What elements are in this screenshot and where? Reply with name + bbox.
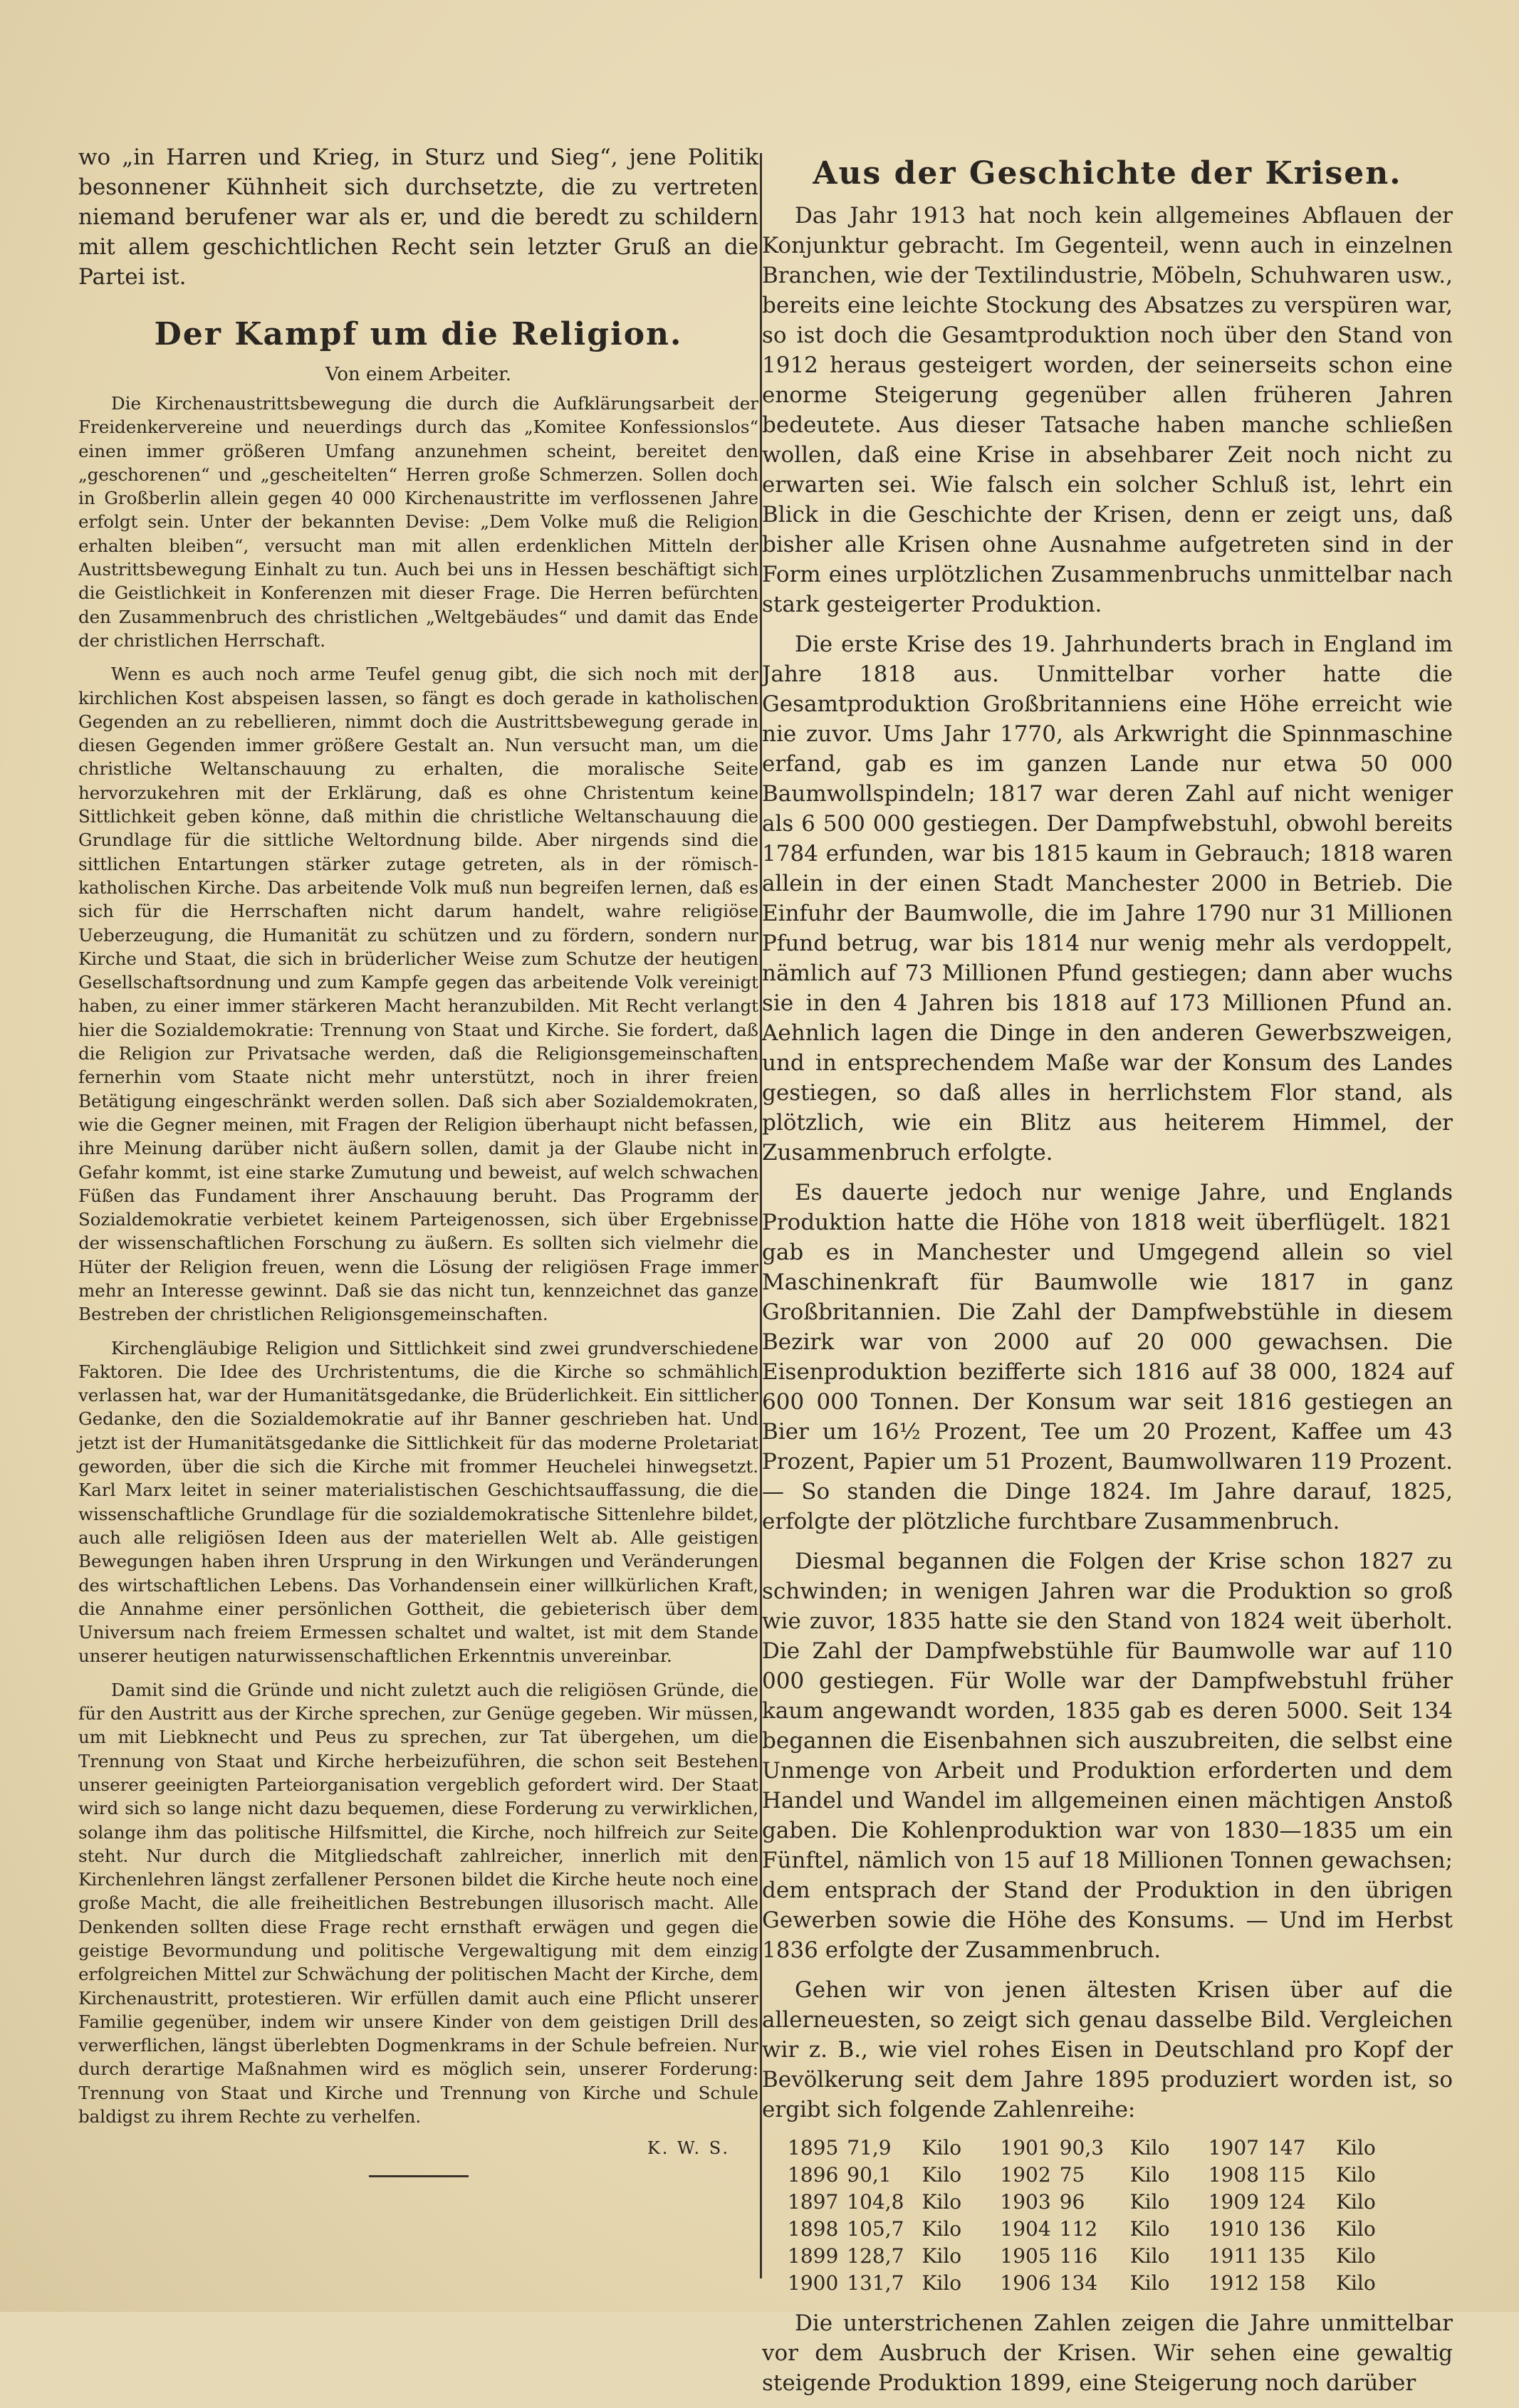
religion-paragraph: Damit sind die Gründe und nicht zuletzt auch die religiösen Gründe, die für den Austritt aus der Kirche sprechen, zur Genüge gegeben. Wir müssen, um mit Liebknecht und Peus zu sprechen, zur Tat übergehen, um die Trennung von Staat und Kirche herbeizuführen, die schon seit Bestehen unserer geeinigten Parteiorganisation vergeblich gefordert wird. Der Staat wird sich so lange nicht dazu bequemen, diese Forderung zu verwirklichen, solange ihm das politische Hilfsmittel, die Kirche, noch hilfreich zur Seite steht. Nur durch die Mitgliedschaft zahlreicher, innerlich mit den Kirchenlehren längst zerfallener Personen bildet die Kirche heute noch eine große Macht, die alle freiheitlichen Bestrebungen illusorisch macht. Alle Denkenden sollten diese Frage recht ernsthaft erwägen und gegen die geistige Bevormundung und politische Vergewaltigung mit dem einzig erfolgreichen Mittel zur Schwächung der politischen Macht der Kirche, dem Kirchenaustritt, protestieren. Wir erfüllen damit auch eine Pflicht unserer Familie gegenüber, indem wir unsere Kinder von dem geistigen Drill des verwerflichen, längst überlebten Dogmenkrams in der Schule befreien. Nur durch derartige Maßnahmen wird es möglich sein, unserer Forderung: Trennung von Staat und Kirche und Trennung von Kirche und Schule baldigst zu ihrem Rechte zu verhelfen. <box>78 1679 758 2127</box>
table-value: 112 <box>1059 2217 1098 2241</box>
table-unit: Kilo <box>922 2163 962 2187</box>
intro-paragraph: wo „in Harren und Krieg, in Sturz und Sieg“, jene Politik besonnener Kühnheit sich durchsetzte, die zu vertreten niemand berufener war als er, und die beredt zu schildern mit allem geschichtlichen Recht sein letzter Gruß an die Partei ist. <box>78 145 758 290</box>
iron-production-table <box>783 2135 1410 2297</box>
table-unit: Kilo <box>922 2271 962 2295</box>
table-year: 1904 <box>1000 2217 1051 2241</box>
table-year: 1898 <box>788 2217 839 2241</box>
table-year: 1903 <box>1000 2190 1051 2214</box>
table-year: 1909 <box>1208 2190 1259 2214</box>
table-value: 90,3 <box>1059 2136 1105 2160</box>
krisen-paragraph: Die erste Krise des 19. Jahrhunderts brach in England im Jahre 1818 aus. Unmittelbar vorher hatte die Gesamtproduktion Großbritanniens eine Höhe erreicht wie nie zuvor. Ums Jahr 1770, als Arkwright die Spinnmaschine erfand, gab es im ganzen Lande nur etwa 50 000 Baumwollspindeln; 1817 war deren Zahl auf nicht weniger als 6 500 000 gestiegen. Der Dampfwebstuhl, obwohl bereits 1784 erfunden, war bis 1815 kaum in Gebrauch; 1818 waren allein in der einen Stadt Manchester 2000 in Betrieb. Die Einfuhr der Baumwolle, die im Jahre 1790 nur 31 Millionen Pfund betrug, war bis 1814 nur wenig mehr als verdoppelt, nämlich auf 73 Millionen Pfund gestiegen; dann aber wuchs sie in den 4 Jahren bis 1818 auf 173 Millionen Pfund an. Aehnlich lagen die Dinge in den anderen Gewerbszweigen, und in entsprechendem Maße war der Konsum des Landes gestiegen, so daß alles in herrlichstem Flor stand, als plötzlich, wie ein Blitz aus heiterem Himmel, der Zusammenbruch erfolgte. <box>762 632 1453 1166</box>
table-unit: Kilo <box>922 2244 962 2268</box>
table-year: 1899 <box>788 2244 839 2268</box>
table-row <box>783 2270 1410 2297</box>
table-row <box>783 2216 1410 2243</box>
article-title-krisen: Aus der Geschichte der Krisen. <box>813 155 1402 192</box>
table-row <box>783 2135 1410 2162</box>
article-byline: Von einem Arbeiter. <box>325 364 512 385</box>
table-unit: Kilo <box>1129 2163 1170 2187</box>
krisen-paragraph: Das Jahr 1913 hat noch kein allgemeines Abflauen der Konjunktur gebracht. Im Gegenteil, wenn auch in einzelnen Branchen, wie der Textilindustrie, Möbeln, Schuhwaren usw., bereits eine leichte Stockung des Absatzes zu verspüren war, so ist doch die Gesamtproduktion noch über den Stand von 1912 heraus gesteigert worden, der seinerseits schon eine enorme Steigerung gegenüber allen früheren Jahren bedeutete. Aus dieser Tatsache haben manche schließen wollen, daß eine Krise in absehbarer Zeit noch nicht zu erwarten sei. Wie falsch ein solcher Schluß ist, lehrt ein Blick in die Geschichte der Krisen, denn er zeigt uns, daß bisher alle Krisen ohne Ausnahme aufgetreten sind in der Form eines urplötzlichen Zusammenbruchs unmittelbar nach stark gesteigerter Produktion. <box>762 203 1453 617</box>
article-title-religion: Der Kampf um die Religion. <box>154 316 683 352</box>
table-year: 1910 <box>1208 2217 1259 2241</box>
end-rule <box>369 2175 469 2177</box>
religion-paragraph: Die Kirchenaustrittsbewegung die durch die Aufklärungsarbeit der Freidenkervereine und neuerdings durch das „Komitee Konfessionslos“ einen immer größeren Umfang anzunehmen scheint, bereitet den „geschorenen“ und „gescheitelten“ Herren große Schmerzen. Sollen doch in Großberlin allein gegen 40 000 Kirchenaustritte im verflossenen Jahre erfolgt sein. Unter der bekannten Devise: „Dem Volke muß die Religion erhalten bleiben“, versucht man mit allen erdenklichen Mitteln der Austrittsbewegung Einhalt zu tun. Auch bei uns in Hessen beschäftigt sich die Geistlichkeit in Konferenzen mit dieser Frage. Die Herren befürchten den Zusammenbruch des christlichen „Weltgebäudes“ und damit das Ende der christlichen Herrschaft. <box>78 393 758 651</box>
table-unit: Kilo <box>1336 2190 1376 2214</box>
table-value: 158 <box>1267 2271 1306 2295</box>
table-value: 116 <box>1059 2244 1098 2268</box>
table-unit: Kilo <box>922 2136 962 2160</box>
table-value: 134 <box>1059 2271 1098 2295</box>
table-year: 1905 <box>1000 2244 1051 2268</box>
religion-paragraph: Kirchengläubige Religion und Sittlichkeit sind zwei grundverschiedene Faktoren. Die Idee des Urchristentums, die die Kirche so schmählich verlassen hat, war der Humanitätsgedanke, die Brüderlichkeit. Ein sittlicher Gedanke, den die Sozialdemokratie auf ihr Banner geschrieben hat. Und jetzt ist der Humanitätsgedanke die Sittlichkeit für das moderne Proletariat geworden, über die sich die Kirche mit frommer Heuchelei hinwegsetzt. Karl Marx leitet in seiner materialistischen Geschichtsauffassung, die die wissenschaftliche Grundlage für die sozialdemokratische Sittenlehre bildet, auch alle religiösen Ideen aus der materiellen Welt ab. Alle geistigen Bewegungen haben ihren Ursprung in den Wirkungen und Veränderungen des wirtschaftlichen Lebens. Das Vorhandensein einer willkürlichen Kraft, die Annahme einer persönlichen Gottheit, die gebieterisch über dem Universum nach freiem Ermessen schaltet und waltet, ist mit dem Stande unserer heutigen naturwissenschaftlichen Erkenntnis unvereinbar. <box>78 1337 758 1667</box>
table-unit: Kilo <box>1336 2271 1376 2295</box>
table-unit: Kilo <box>1336 2244 1376 2268</box>
table-value: 128,7 <box>847 2244 904 2268</box>
table-value: 104,8 <box>847 2190 904 2214</box>
table-year: 1911 <box>1208 2244 1259 2268</box>
table-unit: Kilo <box>922 2217 962 2241</box>
table-unit: Kilo <box>1129 2136 1170 2160</box>
table-row <box>783 2162 1410 2189</box>
table-unit: Kilo <box>1129 2271 1170 2295</box>
religion-paragraph: Wenn es auch noch arme Teufel genug gibt, die sich noch mit der kirchlichen Kost abspeisen lassen, so fängt es doch gerade in katholischen Gegenden an zu rebellieren, nimmt doch die Austrittsbewegung gerade in diesen Gegenden immer größere Gestalt an. Nun versucht man, um die christliche Weltanschauung zu erhalten, die moralische Seite hervorzukehren mit der Erklärung, daß es ohne Christentum keine Sittlichkeit geben könne, daß mithin die christliche Weltanschauung die Grundlage für die sittliche Weltordnung bilde. Aber nirgends sind die sittlichen Entartungen stärker zutage getreten, als in der römisch-katholischen Kirche. Das arbeitende Volk muß nun begreifen lernen, daß es sich für die Herrschaften nicht darum handelt, wahre religiöse Ueberzeugung, die Humanität zu schützen und zu fördern, sondern nur Kirche und Staat, die sich in brüderlicher Weise zum Schutze der heutigen Gesellschaftsordnung und zum Kampfe gegen das arbeitende Volk vereinigt haben, zu einer immer stärkeren Macht heranzubilden. Mit Recht verlangt hier die Sozialdemokratie: Trennung von Staat und Kirche. Sie fordert, daß die Religion zur Privatsache werden, daß die Religionsgemeinschaften fernerhin vom Staate nicht mehr unterstützt, noch in ihrer freien Betätigung eingeschränkt werden sollen. Daß sich aber Sozialdemokraten, wie die Gegner meinen, mit Fragen der Religion überhaupt nicht befassen, ihre Meinung darüber nicht äußern sollen, damit ja der Glaube nicht in Gefahr kommt, ist eine starke Zumutung und beweist, auf welch schwachen Füßen das Fundament ihrer Anschauung beruht. Das Programm der Sozialdemokratie verbietet keinem Parteigenossen, sich über Ergebnisse der wissenschaftlichen Forschung zu äußern. Es sollten sich vielmehr die Hüter der Religion freuen, wenn die Lösung der religiösen Frage immer mehr an Interesse gewinnt. Daß sie das nicht tun, kennzeichnet das ganze Bestreben der christlichen Religionsgemeinschaften. <box>78 664 758 1325</box>
table-unit: Kilo <box>1129 2244 1170 2268</box>
table-year: 1897 <box>788 2190 839 2214</box>
krisen-paragraph: Diesmal begannen die Folgen der Krise schon 1827 zu schwinden; in wenigen Jahren war die Produktion so groß wie zuvor, 1835 hatte sie den Stand von 1824 weit überholt. Die Zahl der Dampfwebstühle für Baumwolle war auf 110 000 gestiegen. Für Wolle war der Dampfwebstuhl früher kaum angewandt worden, 1835 gab es deren 5000. Seit 134 begannen die Eisenbahnen sich auszubreiten, die selbst eine Unmenge von Arbeit und Produktion erforderten und dem Handel und Wandel im allgemeinen einen mächtigen Anstoß gaben. Die Kohlenproduktion war von 1830—1835 um ein Fünftel, nämlich von 15 auf 18 Millionen Tonnen gewachsen; dem entsprach der Stand der Produktion in den übrigen Gewerben sowie die Höhe des Konsums. — Und im Herbst 1836 erfolgte der Zusammenbruch. <box>762 1549 1453 1963</box>
table-unit: Kilo <box>1336 2163 1376 2187</box>
table-year: 1906 <box>1000 2271 1051 2295</box>
table-value: 90,1 <box>847 2163 892 2187</box>
table-row <box>783 2189 1410 2216</box>
table-unit: Kilo <box>922 2190 962 2214</box>
table-value: 71,9 <box>847 2136 892 2160</box>
table-row <box>783 2243 1410 2270</box>
table-year: 1901 <box>1000 2136 1051 2160</box>
table-value: 105,7 <box>847 2217 904 2241</box>
article-signature: K. W. S. <box>647 2138 730 2159</box>
left-column <box>78 142 758 2177</box>
table-value: 135 <box>1267 2244 1306 2268</box>
table-year: 1900 <box>788 2271 839 2295</box>
table-value: 136 <box>1267 2217 1306 2241</box>
krisen-paragraph: Gehen wir von jenen ältesten Krisen über auf die allerneuesten, so zeigt sich genau dasselbe Bild. Vergleichen wir z. B., wie viel rohes Eisen in Deutschland pro Kopf der Bevölkerung seit dem Jahre 1895 produziert worden ist, so ergibt sich folgende Zahlenreihe: <box>762 1977 1453 2122</box>
table-year: 1902 <box>1000 2163 1051 2187</box>
right-column <box>762 142 1453 2408</box>
table-value: 131,7 <box>847 2271 904 2295</box>
table-value: 124 <box>1267 2190 1306 2214</box>
table-value: 147 <box>1267 2136 1306 2160</box>
table-year: 1896 <box>788 2163 839 2187</box>
table-year: 1895 <box>788 2136 839 2160</box>
table-value: 115 <box>1267 2163 1306 2187</box>
krisen-paragraph: Die unterstrichenen Zahlen zeigen die Jahre unmittelbar vor dem Ausbruch der Krisen. Wir sehen eine gewaltig steigende Produktion 1899, eine Steigerung noch darüber <box>762 2310 1453 2396</box>
table-value: 96 <box>1059 2190 1085 2214</box>
table-year: 1907 <box>1208 2136 1259 2160</box>
table-unit: Kilo <box>1129 2217 1170 2241</box>
krisen-paragraph: Es dauerte jedoch nur wenige Jahre, und Englands Produktion hatte die Höhe von 1818 weit überflügelt. 1821 gab es in Manchester und Umgegend allein so viel Maschinenkraft für Baumwolle wie 1817 in ganz Großbritannien. Die Zahl der Dampfwebstühle in diesem Bezirk war von 2000 auf 20 000 gewachsen. Die Eisenproduktion bezifferte sich 1816 auf 38 000, 1824 auf 600 000 Tonnen. Der Konsum war seit 1816 gestiegen an Bier um 16½ Prozent, Tee um 20 Prozent, Kaffee um 43 Prozent, Papier um 51 Prozent, Baumwollwaren 119 Prozent. — So standen die Dinge 1824. Im Jahre darauf, 1825, erfolgte der plötzliche furchtbare Zusammenbruch. <box>762 1180 1453 1534</box>
table-unit: Kilo <box>1336 2217 1376 2241</box>
table-year: 1912 <box>1208 2271 1259 2295</box>
table-unit: Kilo <box>1129 2190 1170 2214</box>
table-year: 1908 <box>1208 2163 1259 2187</box>
table-unit: Kilo <box>1336 2136 1376 2160</box>
table-value: 75 <box>1059 2163 1085 2187</box>
